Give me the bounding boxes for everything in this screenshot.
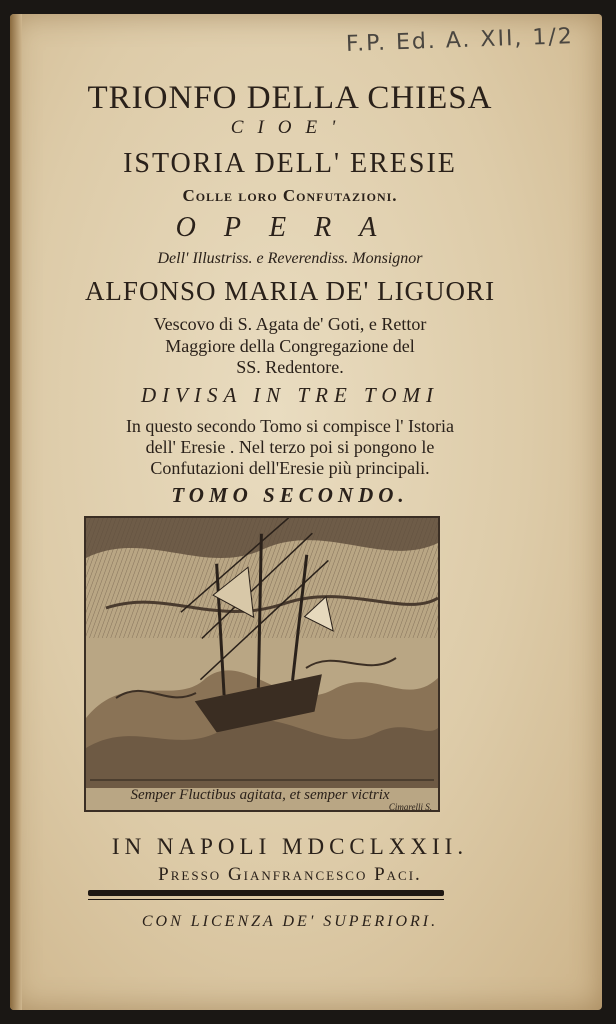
book-subtitle: ISTORIA DELL' ERESIE [123,148,457,179]
author-honorific: Dell' Illustriss. e Reverendiss. Monsignor [157,250,423,267]
volumes-statement: DIVISA IN TRE TOMI [141,383,439,407]
cioe-label: CIOE' [230,117,350,138]
thin-rule [88,899,444,900]
imprint-printer: Presso Gianfrancesco Paci. [158,864,422,885]
volume-note-line-1: In questo secondo Tomo si compisce l' Istoria [125,416,455,436]
thick-rule [88,890,444,896]
imprint-license: CON LICENZA DE' SUPERIORI. [141,913,439,930]
volume-number: TOMO SECONDO. [171,483,409,507]
engraved-ship-plate [84,516,440,812]
title-page [10,14,602,1010]
author-title-line-1: Vescovo di S. Agata de' Goti, e Rettor [153,314,427,334]
book-title: TRIONFO DELLA CHIESA [87,80,493,116]
volume-note-line-2: dell' Eresie . Nel terzo poi si pongono le [145,437,435,457]
engraver-signature: Cimarelli S. [388,802,432,812]
plate-motto: Semper Fluctibus agitata, et semper victrix [130,787,390,803]
shelfmark-annotation: F.P. Ed. A. XII, 1/2 [345,24,575,57]
ship-in-storm-engraving [86,518,438,810]
imprint-city-date: IN NAPOLI MDCCLXXII. [111,834,469,859]
volume-note-line-3: Confutazioni dell'Eresie più principali. [150,458,430,478]
author-title-line-3: SS. Redentore. [236,357,344,377]
book-subtitle-confutazioni: Colle loro Confutazioni. [182,186,398,205]
opera-label: OPERA [175,212,405,243]
author-title-line-2: Maggiore della Congregazione del [165,336,415,356]
author-name: ALFONSO MARIA DE' LIGUORI [84,276,496,306]
